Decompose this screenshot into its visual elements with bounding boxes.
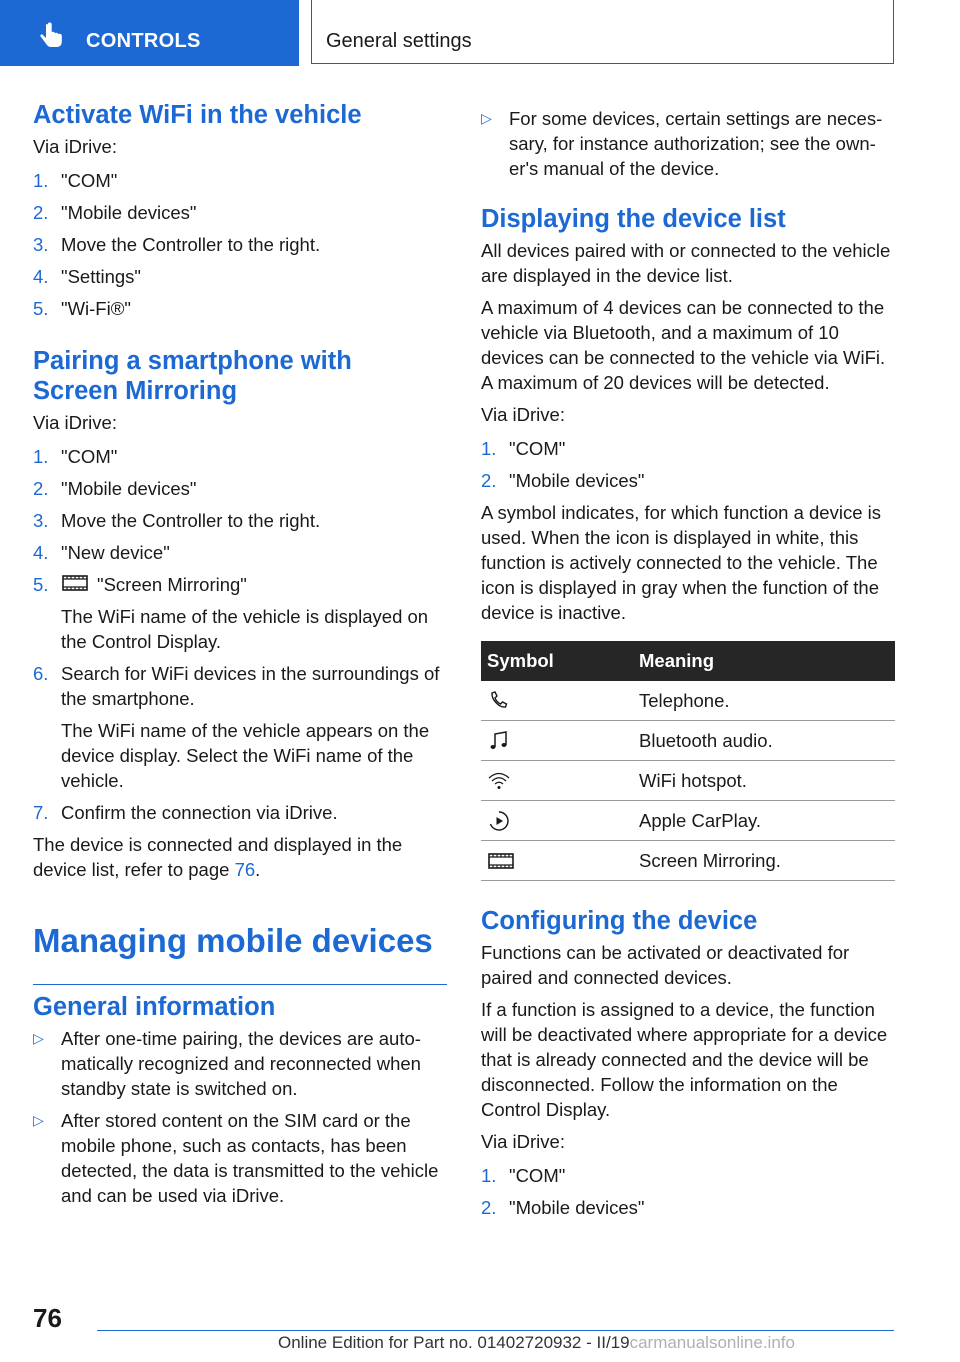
list-item: 5. "Screen Mirroring" The WiFi name of the vehicle is displayed on the Control Display. — [33, 574, 429, 652]
list-item: 5. "Wi-Fi®" — [33, 298, 131, 319]
table-header-symbol: Symbol — [481, 641, 639, 681]
list-item: 1. "COM" — [481, 1165, 566, 1186]
table-row: Apple CarPlay. — [481, 801, 895, 841]
pairing-outro: The device is connected and displayed in the device list, refer to page 76. — [33, 834, 403, 880]
triangle-bullet-icon: ▷ — [33, 1112, 44, 1128]
left-column — [33, 100, 447, 1208]
table-header-row — [481, 641, 895, 681]
list-item: 1. "COM" — [481, 438, 566, 459]
via-idrive-label: Via iDrive: — [33, 412, 117, 433]
chapter-title-managing: Managing mobile devices — [33, 922, 433, 959]
page-number: 76 — [33, 1303, 62, 1333]
via-idrive-label: Via iDrive: — [481, 404, 565, 425]
list-item: 3. Move the Controller to the right. — [33, 510, 321, 531]
wifi-icon — [487, 770, 511, 792]
list-item: 2. "Mobile devices" — [481, 470, 645, 491]
general-bullets-continued — [481, 106, 895, 181]
section-title-configuring: Configuring the device — [481, 907, 758, 935]
paragraph: All devices paired with or connected to the vehicle are displayed in the device list. — [481, 240, 891, 286]
paragraph: A symbol indicates, for which function a device is used. When the icon is displayed in white, this function is actively connected to the vehicle. The icon is displayed in gray when the function of the device is inactive. — [481, 502, 881, 623]
table-header-meaning: Meaning — [639, 641, 895, 681]
via-idrive-label: Via iDrive: — [33, 136, 117, 157]
list-item: ▷ For some devices, certain settings are necessary, for instance authorization; see the owner's manual of the device. — [481, 108, 883, 179]
list-item: 2. "Mobile devices" — [33, 478, 197, 499]
list-item: 2. "Mobile devices" — [33, 202, 197, 223]
hand-pointer-icon — [36, 22, 66, 52]
triangle-bullet-icon: ▷ — [481, 110, 492, 126]
chapter-tab — [311, 0, 894, 64]
list-item: 4. "Settings" — [33, 266, 141, 287]
paragraph: Functions can be activated or deactivated for paired and connected devices. — [481, 942, 850, 988]
paragraph: A maximum of 4 devices can be connected to the vehicle via Bluetooth, and a maximum of 10 devices can be connected to the vehicle via WiFi. A maximum of 20 devices will be detected. — [481, 297, 886, 393]
wifi-steps — [33, 168, 447, 321]
section-tab-label: CONTROLS — [86, 30, 201, 52]
list-item: ▷ After one-time pairing, the devices are automatically recognized and reconnected when standby state is switched on. — [33, 1028, 421, 1099]
general-bullets — [33, 1026, 447, 1208]
telephone-icon — [487, 690, 511, 712]
list-item: ▷ After stored content on the SIM card or the mobile phone, such as contacts, has been detected, the data is transmitted to the vehicle and can be used via iDrive. — [33, 1110, 439, 1206]
paragraph: If a function is assigned to a device, the function will be deactivated where appropriate for a device that is already connected and the device will be disconnected. Follow the information on the Control Display. — [481, 999, 888, 1120]
list-item: 2. "Mobile devices" — [481, 1197, 645, 1218]
pairing-steps — [33, 444, 447, 825]
section-title-activate-wifi: Activate WiFi in the vehicle — [33, 101, 362, 129]
table-row: Screen Mirroring. — [481, 841, 895, 881]
list-item: 7. Confirm the connection via iDrive. — [33, 802, 338, 823]
chapter-title-rule — [33, 984, 447, 985]
section-title-device-list: Displaying the device list — [481, 205, 786, 233]
list-item: 6. Search for WiFi devices in the surroundings of the smartphone. The WiFi name of the vehicle appears on the device display. Select the WiFi name of the vehicle. — [33, 663, 440, 791]
table-row: Bluetooth audio. — [481, 721, 895, 761]
table-row: WiFi hotspot. — [481, 761, 895, 801]
table-row: Telephone. — [481, 681, 895, 721]
list-item: 3. Move the Controller to the right. — [33, 234, 321, 255]
list-item: 1. "COM" — [33, 170, 118, 191]
list-item: 1. "COM" — [33, 446, 118, 467]
symbol-table — [481, 641, 895, 881]
configuring-steps — [481, 1163, 895, 1220]
music-note-icon — [487, 730, 511, 752]
section-title-pairing: Pairing a smartphone with Screen Mirroring — [33, 347, 352, 405]
triangle-bullet-icon: ▷ — [33, 1030, 44, 1046]
footer-edition: Online Edition for Part no. 01402720932 - II/19carmanualsonline.info — [278, 1333, 795, 1352]
carplay-icon — [487, 810, 511, 832]
watermark: carmanualsonline.info — [629, 1333, 795, 1352]
section-tab-controls — [0, 0, 299, 66]
chapter-tab-label: General settings — [326, 30, 472, 52]
screen-mirroring-icon — [487, 850, 515, 872]
section-title-general-information: General information — [33, 993, 276, 1021]
device-list-steps — [481, 436, 895, 493]
page-reference-link[interactable]: 76 — [234, 859, 256, 880]
footer-rule — [97, 1330, 894, 1331]
via-idrive-label: Via iDrive: — [481, 1131, 565, 1152]
list-item: 4. "New device" — [33, 542, 170, 563]
screen-mirroring-icon — [61, 572, 89, 594]
right-column — [481, 100, 895, 1220]
